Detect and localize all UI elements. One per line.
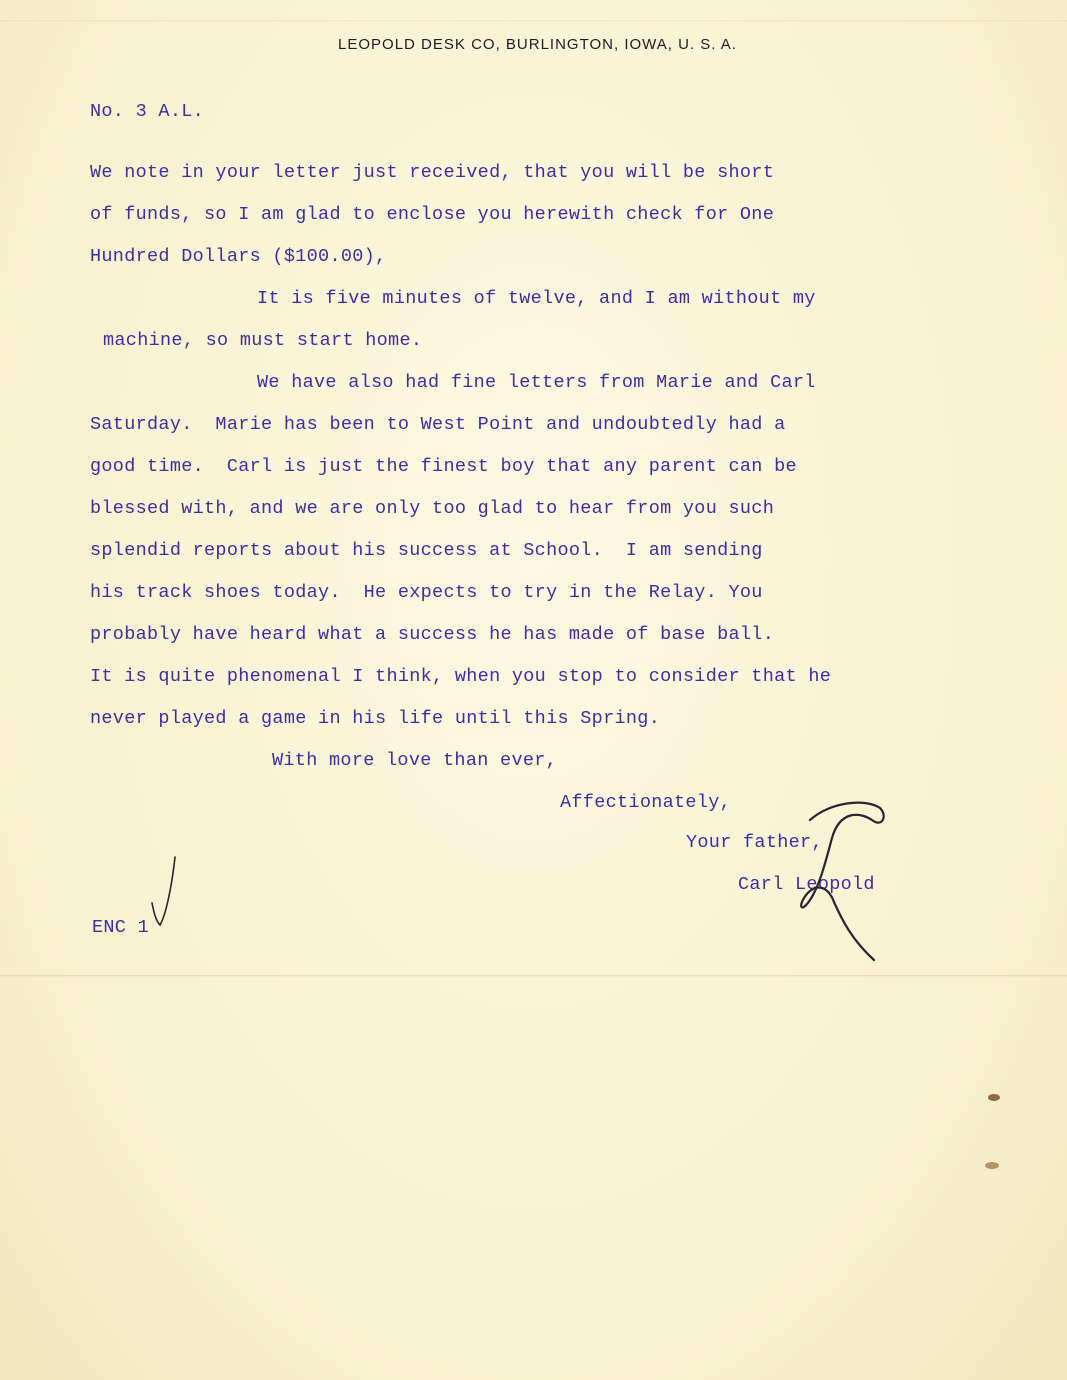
body-line: of funds, so I am glad to enclose you herewith check for One <box>90 204 775 225</box>
body-line: good time. Carl is just the finest boy that any parent can be <box>90 456 797 477</box>
paper-stain <box>985 1162 999 1169</box>
body-line: probably have heard what a success he has made of base ball. <box>90 624 775 645</box>
body-line: Hundred Dollars ($100.00), <box>90 246 387 267</box>
body-line: Saturday. Marie has been to West Point and undoubtedly had a <box>90 414 786 435</box>
show-through-text <box>250 1050 390 1070</box>
reference-number: No. 3 A.L. <box>90 101 205 122</box>
paper-fold-top <box>0 20 1067 22</box>
enclosure-note: ENC 1 <box>92 917 150 938</box>
body-line: splendid reports about his success at School. I am sending <box>90 540 763 561</box>
body-line: We note in your letter just received, that you will be short <box>90 162 775 183</box>
body-line: It is five minutes of twelve, and I am without my <box>257 288 816 309</box>
complimentary-close: Affectionately, <box>560 792 732 813</box>
body-line: It is quite phenomenal I think, when you stop to consider that he <box>90 666 832 687</box>
closing-line: With more love than ever, <box>272 750 558 771</box>
body-line: never played a game in his life until this Spring. <box>90 708 661 729</box>
check-mark-icon <box>148 855 188 935</box>
relation-line: Your father, <box>686 832 823 853</box>
letterhead: LEOPOLD DESK CO, BURLINGTON, IOWA, U. S. A. <box>338 36 737 53</box>
paper-stain <box>988 1094 1000 1101</box>
signer-name: Carl Leopold <box>738 874 875 895</box>
body-line: blessed with, and we are only too glad to hear from you such <box>90 498 775 519</box>
body-line: machine, so must start home. <box>103 330 423 351</box>
body-line: We have also had fine letters from Marie and Carl <box>257 372 816 393</box>
body-line: his track shoes today. He expects to try in the Relay. You <box>90 582 763 603</box>
handwritten-signature <box>790 790 910 980</box>
